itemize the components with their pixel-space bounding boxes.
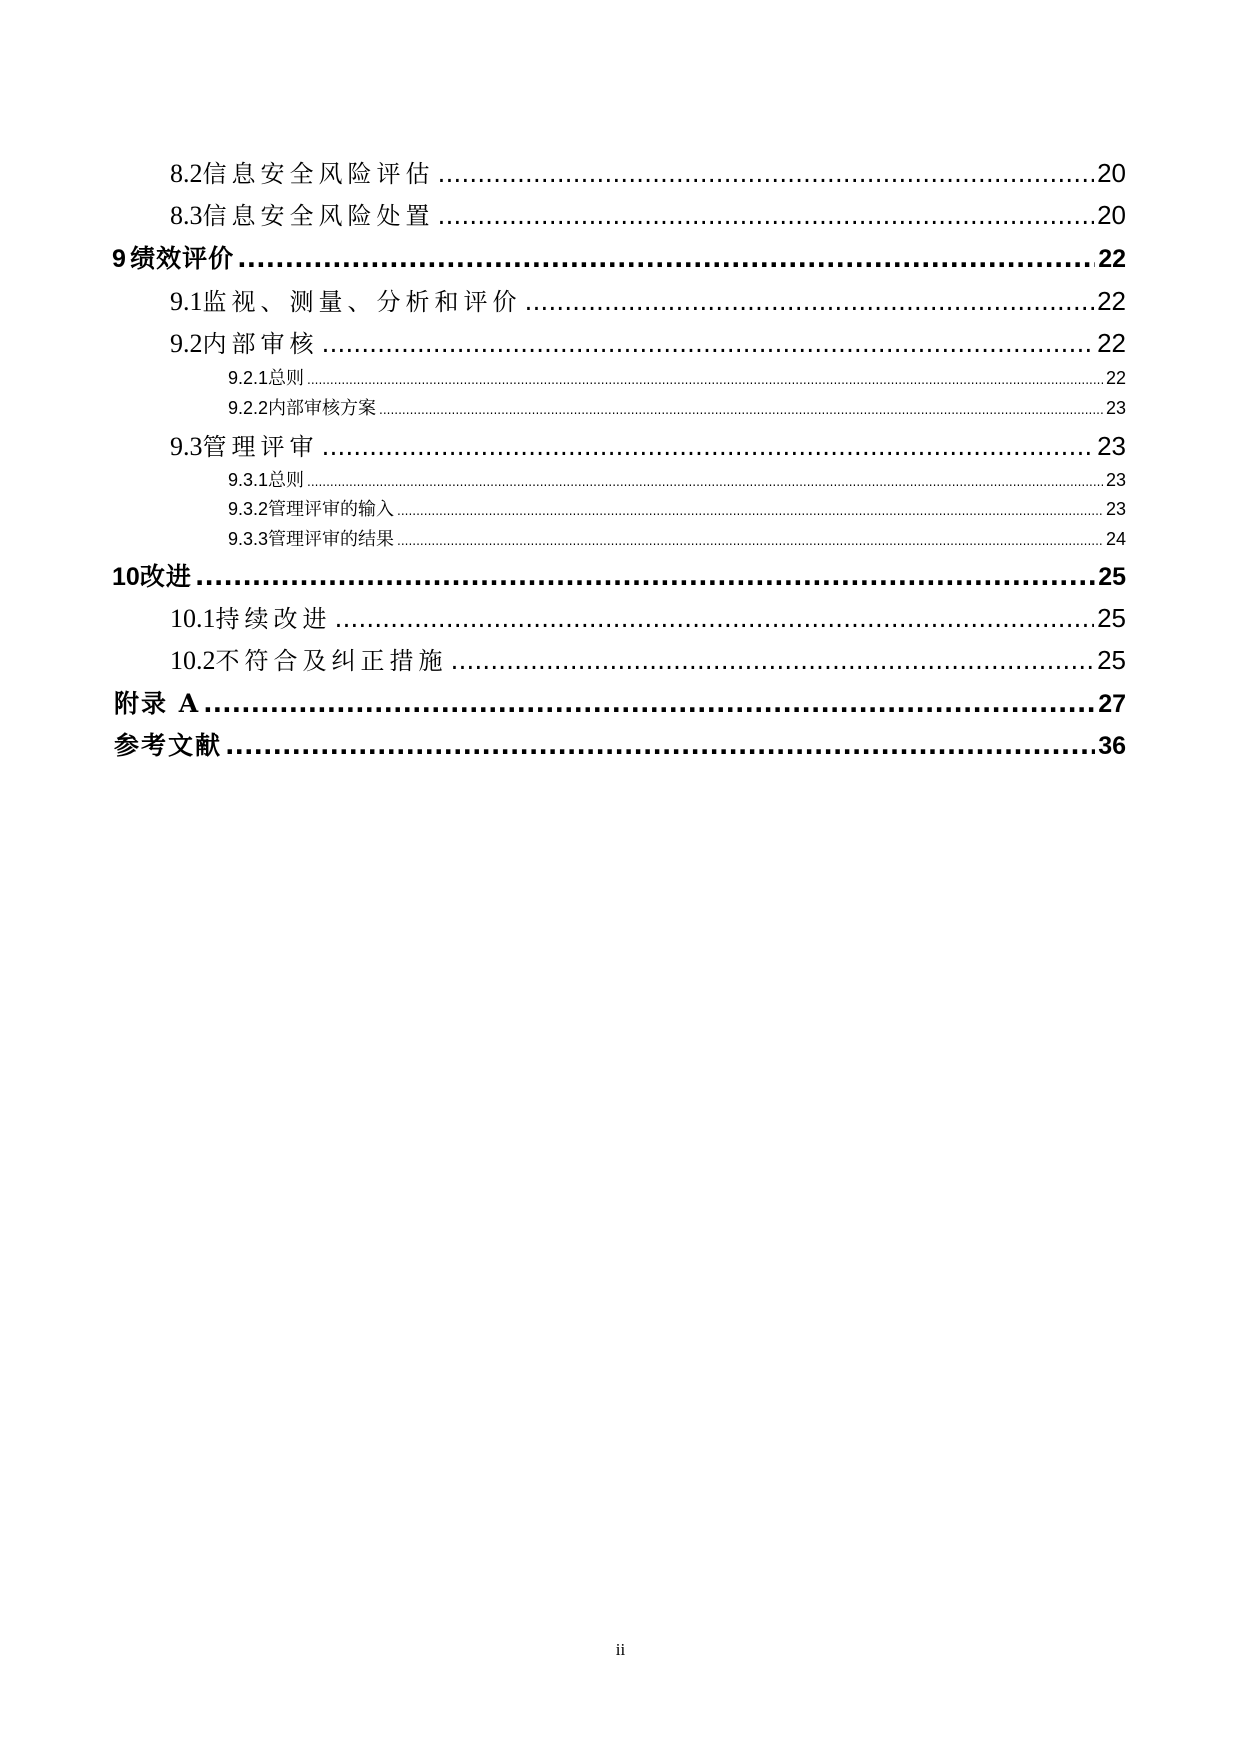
toc-entry-title: 改进: [139, 562, 192, 591]
toc-entry-title: 信息安全风险处置: [202, 202, 435, 230]
toc-dot-leader: [322, 432, 1095, 461]
toc-entry-title: 监视、测量、分析和评价: [202, 288, 522, 316]
toc-entry-number: 8.3: [170, 201, 203, 230]
toc-dot-leader: [451, 646, 1095, 675]
toc-entry-number: 9.3.2: [228, 499, 269, 519]
toc-entry-title: 信息安全风险评估: [202, 160, 435, 188]
toc-entry-page: 23: [1105, 499, 1126, 519]
toc-entry-title: 管理评审的结果: [268, 529, 395, 550]
toc-entry-9-1[interactable]: [170, 282, 1126, 317]
toc-entry-9-2-2[interactable]: [228, 394, 1126, 420]
toc-entry-page: 22: [1098, 245, 1126, 273]
toc-entry-title: 总则: [268, 368, 305, 389]
toc-entry-title: 内部审核: [202, 330, 319, 358]
toc-entry-10[interactable]: [112, 557, 1126, 593]
toc-dot-leader: [379, 403, 1103, 417]
toc-entry-8-2[interactable]: [170, 154, 1126, 189]
toc-entry-number: 10.1: [170, 604, 216, 633]
toc-entry-page: 25: [1097, 645, 1126, 675]
toc-entry-10-1[interactable]: [170, 599, 1126, 634]
toc-entry-number: 9.2.2: [228, 398, 269, 418]
toc-entry-page: 20: [1097, 158, 1126, 188]
toc-entry-page: 23: [1105, 398, 1126, 418]
toc-dot-leader: [307, 475, 1103, 489]
toc-entry-number: 9.1: [170, 287, 203, 316]
toc-entry-title: 参考文献: [114, 731, 223, 760]
toc-entry-title: 总则: [268, 470, 305, 491]
toc-entry-number: 9.2: [170, 329, 203, 358]
toc-entry-number: 9.3.1: [228, 470, 269, 490]
toc-dot-leader: [397, 504, 1103, 518]
toc-entry-title: 绩效评价: [130, 244, 235, 273]
toc-dot-leader: [525, 287, 1095, 316]
toc-entry-9-3-1[interactable]: [228, 466, 1126, 492]
toc-dot-leader: [307, 373, 1103, 387]
toc-dot-leader: [225, 731, 1095, 760]
toc-entry-9-2-1[interactable]: [228, 364, 1126, 390]
toc-dot-leader: [335, 604, 1095, 633]
toc-entry-title: 内部审核方案: [268, 398, 377, 419]
toc-entry-number: 10: [112, 563, 140, 591]
toc-entry-page: 20: [1097, 200, 1126, 230]
toc-entry-number: 9.3.3: [228, 529, 269, 549]
toc-entry-page: 36: [1098, 732, 1126, 760]
toc-dot-leader: [237, 244, 1095, 273]
toc-entry-page: 22: [1097, 328, 1126, 358]
toc-entry-number: 9.3: [170, 432, 203, 461]
toc-entry-9-2[interactable]: [170, 324, 1126, 359]
toc-entry-title: 管理评审的输入: [268, 499, 395, 520]
toc-entry-page: 22: [1105, 368, 1126, 388]
toc-entry-9-3-2[interactable]: [228, 495, 1126, 521]
toc-entry-number: 9: [112, 245, 126, 273]
toc-dot-leader: [195, 562, 1095, 591]
toc-entry-8-3[interactable]: [170, 196, 1126, 231]
toc-entry-page: 23: [1105, 470, 1126, 490]
toc-entry-title: 附录 A: [114, 689, 201, 718]
toc-entry-9-3-3[interactable]: [228, 525, 1126, 551]
toc-dot-leader: [438, 201, 1095, 230]
toc-dot-leader: [203, 689, 1095, 718]
toc-entry-page: 24: [1105, 529, 1126, 549]
toc-entry-number: 10.2: [170, 646, 216, 675]
toc-entry-page: 27: [1098, 690, 1126, 718]
toc-entry-page: 23: [1097, 431, 1126, 461]
toc-entry-10-2[interactable]: [170, 641, 1126, 676]
toc-entry-number: 8.2: [170, 159, 203, 188]
page-number-footer: ii: [615, 1640, 626, 1659]
toc-entry-page: 22: [1097, 286, 1126, 316]
toc-entry-number: 9.2.1: [228, 368, 269, 388]
toc-dot-leader: [322, 329, 1095, 358]
toc-entry-9-3[interactable]: [170, 427, 1126, 462]
toc-entry-page: 25: [1098, 563, 1126, 591]
toc-entry-page: 25: [1097, 603, 1126, 633]
toc-entry-9[interactable]: [112, 239, 1126, 275]
toc-dot-leader: [397, 534, 1103, 548]
toc-entry-title: 管理评审: [202, 433, 319, 461]
toc-entry-appendix-a[interactable]: [114, 684, 1126, 720]
toc-entry-title: 不符合及纠正措施: [215, 647, 448, 675]
toc-dot-leader: [438, 159, 1095, 188]
toc-entry-references[interactable]: [114, 726, 1126, 762]
toc-entry-title: 持续改进: [215, 605, 332, 633]
